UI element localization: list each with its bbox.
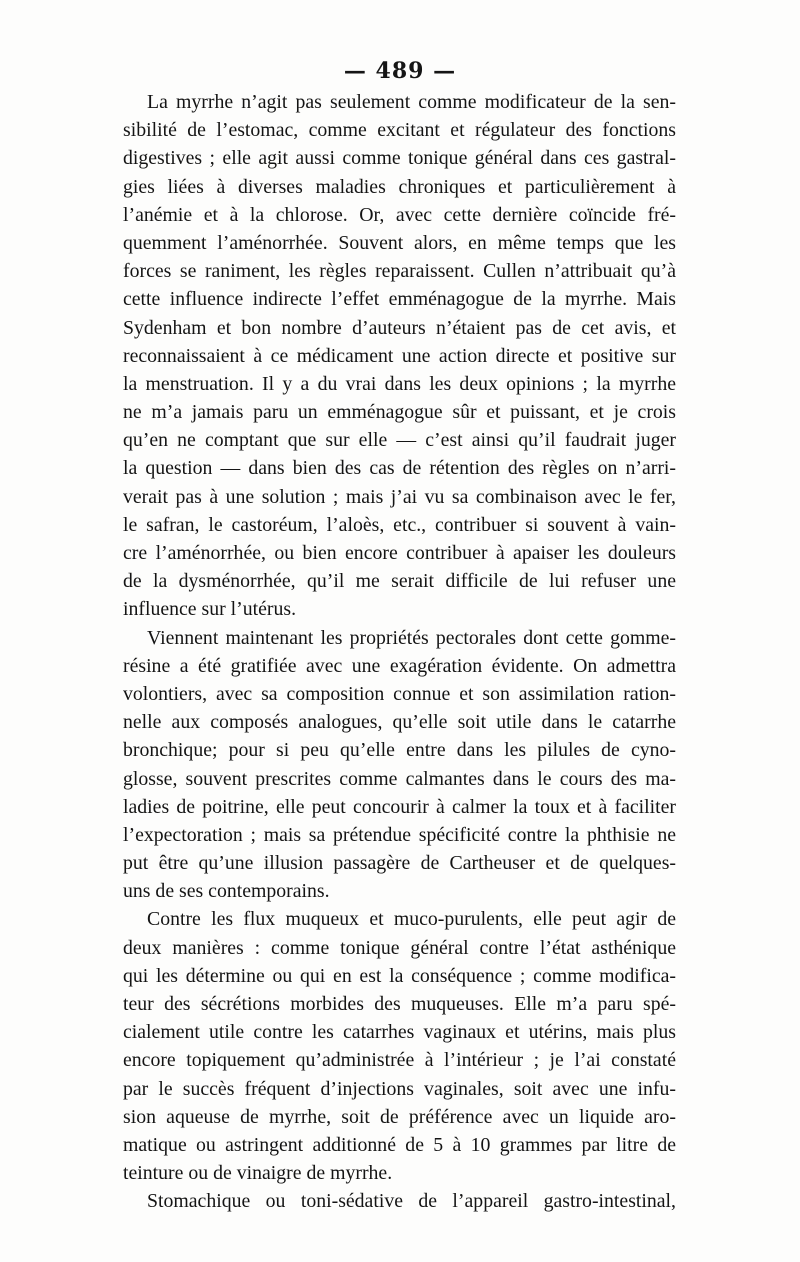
text-line: l’expectoration ; mais sa prétendue spécificité contre la phthisie ne bbox=[123, 823, 676, 846]
text-line: bronchique; pour si peu qu’elle entre dans les pilules de cyno- bbox=[123, 739, 676, 762]
text-line: La myrrhe n’agit pas seulement comme modificateur de la sen- bbox=[147, 91, 676, 113]
text-line: quemment l’aménorrhée. Souvent alors, en même temps que les bbox=[123, 231, 676, 254]
text-line: deux manières : comme tonique général contre l’état asthénique bbox=[123, 936, 676, 959]
text-line: ne m’a jamais paru un emménagogue sûr et puissant, et je crois bbox=[123, 401, 676, 424]
text-line: nelle aux composés analogues, qu’elle soit utile dans le catarrhe bbox=[123, 711, 676, 734]
text-line: de la dysménorrhée, qu’il me serait difficile de lui refuser une bbox=[123, 570, 676, 593]
text-line: Viennent maintenant les propriétés pectorales dont cette gomme- bbox=[147, 626, 676, 649]
text-line: influence sur l’utérus. bbox=[123, 598, 297, 621]
text-line: le safran, le castoréum, l’aloès, etc., contribuer si souvent à vain- bbox=[123, 513, 676, 536]
paragraph bbox=[123, 88, 676, 624]
text-line: cre l’aménorrhée, ou bien encore contribuer à apaiser les douleurs bbox=[123, 542, 676, 564]
text-line: digestives ; elle agit aussi comme tonique général dans ces gastral- bbox=[123, 147, 676, 170]
paragraph bbox=[123, 905, 676, 1187]
text-line: ladies de poitrine, elle peut concourir à calmer la toux et à faciliter bbox=[123, 795, 676, 818]
text-line: Sydenham et bon nombre d’auteurs n’étaient pas de cet avis, et bbox=[123, 316, 676, 339]
paragraph bbox=[123, 1187, 676, 1215]
text-line: sion aqueuse de myrrhe, soit de préférence avec un liquide aro- bbox=[123, 1105, 676, 1128]
text-line: la question — dans bien des cas de rétention des règles on n’arri- bbox=[123, 457, 676, 480]
text-line: forces se raniment, les règles reparaissent. Cullen n’attribuait qu’à bbox=[123, 260, 676, 283]
text-line: teinture ou de vinaigre de myrrhe. bbox=[123, 1162, 393, 1185]
text-line: gies liées à diverses maladies chroniques et particulièrement à bbox=[123, 175, 676, 198]
text-line: uns de ses contemporains. bbox=[123, 880, 330, 903]
text-line: glosse, souvent prescrites comme calmantes dans le cours des ma- bbox=[123, 767, 676, 790]
text-line: cialement utile contre les catarrhes vaginaux et utérins, mais plus bbox=[123, 1021, 676, 1044]
text-line: qui les détermine ou qui en est la conséquence ; comme modifica- bbox=[123, 964, 676, 987]
paragraph bbox=[123, 624, 676, 906]
text-line: volontiers, avec sa composition connue et son assimilation ration- bbox=[123, 682, 676, 705]
text-line: par le succès fréquent d’injections vaginales, soit avec une infu- bbox=[123, 1077, 676, 1100]
text-line: qu’en ne comptant que sur elle — c’est ainsi qu’il faudrait juger bbox=[123, 429, 676, 452]
text-line: teur des sécrétions morbides des muqueuses. Elle m’a paru spé- bbox=[123, 993, 676, 1015]
text-line: la menstruation. Il y a du vrai dans les deux opinions ; la myrrhe bbox=[123, 372, 676, 395]
text-line: reconnaissaient à ce médicament une action directe et positive sur bbox=[123, 344, 676, 367]
page-number: — 489 — bbox=[343, 58, 457, 84]
text-line: Stomachique ou toni-sédative de l’appareil gastro-intestinal, bbox=[147, 1190, 676, 1213]
text-line: cette influence indirecte l’effet emménagogue de la myrrhe. Mais bbox=[123, 288, 676, 311]
text-line: verait pas à une solution ; mais j’ai vu sa combinaison avec le fer, bbox=[123, 485, 676, 508]
text-line: encore topiquement qu’administrée à l’intérieur ; je l’ai constaté bbox=[123, 1049, 676, 1072]
body-text bbox=[123, 88, 676, 1216]
text-line: sibilité de l’estomac, comme excitant et régulateur des fonctions bbox=[123, 119, 676, 142]
text-line: matique ou astringent additionné de 5 à 10 grammes par litre de bbox=[123, 1133, 676, 1156]
text-line: l’anémie et à la chlorose. Or, avec cette dernière coïncide fré- bbox=[123, 203, 676, 226]
text-line: put être qu’une illusion passagère de Cartheuser et de quelques- bbox=[123, 852, 676, 875]
text-line: résine a été gratifiée avec une exagération évidente. On admettra bbox=[123, 654, 676, 677]
text-line: Contre les flux muqueux et muco-purulents, elle peut agir de bbox=[147, 908, 676, 931]
